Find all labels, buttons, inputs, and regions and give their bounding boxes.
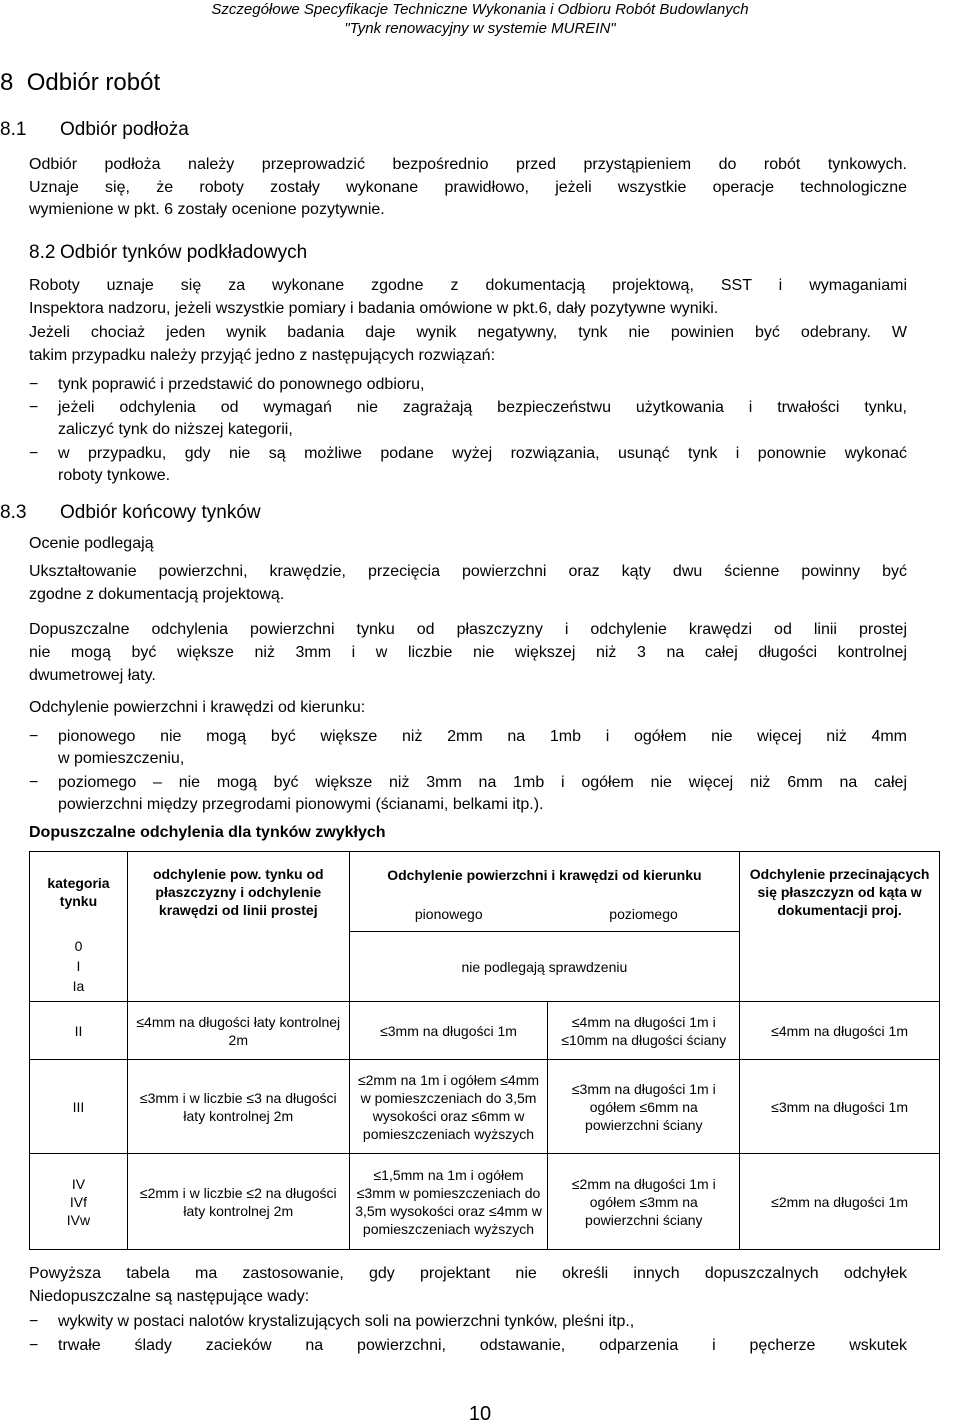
- dash-bullet: −: [29, 1313, 39, 1330]
- category-Ia: Ia: [72, 978, 85, 995]
- section-number: 8.3: [0, 502, 27, 523]
- section-8-2-heading: [29, 241, 307, 265]
- header-plane-deviation: odchylenie pow. tynku od płaszczyzny i odchylenie krawędzi od linii prostej: [127, 852, 349, 932]
- section-8-3-heading: [0, 501, 261, 525]
- category-0: 0: [74, 938, 83, 955]
- section-number: 8.2: [29, 242, 56, 263]
- row2-horizontal: ≤4mm na długości 1m i ≤10mm na długości ściany: [548, 1002, 740, 1060]
- section-8-heading: [0, 68, 160, 98]
- s81-para-line2: Uznaje się, że roboty zostały wykonane prawidłowo, jeżeli wszystkie operacje technologiczne: [29, 179, 907, 196]
- header-angle-deviation: Odchylenie przecinających się płaszczyzn od kąta w dokumentacji proj.: [740, 852, 940, 932]
- dash-bullet: −: [29, 1337, 39, 1354]
- after-para-1: Powyższa tabela ma zastosowanie, gdy projektant nie określi innych dopuszczalnych odchyłek: [29, 1265, 907, 1282]
- list-item-text: pionowego nie mogą być większe niż 2mm na 1mb i ogółem nie więcej niż 4mm: [58, 728, 907, 745]
- section-title: Odbiór podłoża: [60, 119, 189, 140]
- section-number: 8: [0, 69, 14, 96]
- header-vertical: pionowego: [349, 898, 548, 932]
- row3-horizontal: ≤3mm na długości 1m i ogółem ≤6mm na powierzchni ściany: [548, 1060, 740, 1154]
- after-para-2: Niedopuszczalne są następujące wady:: [29, 1288, 310, 1305]
- table-title: Dopuszczalne odchylenia dla tynków zwykłych: [29, 824, 386, 841]
- list-item-text: w przypadku, gdy nie są możliwe podane wyżej rozwiązania, usunąć tynk i ponownie wykonać: [58, 445, 907, 462]
- dash-bullet: −: [29, 774, 39, 791]
- list-item: [29, 772, 907, 817]
- header-direction-deviation: Odchylenie powierzchni i krawędzi od kierunku: [349, 852, 740, 898]
- row4-category: [30, 1154, 128, 1250]
- list-item: [29, 374, 907, 396]
- s83-para-3-line2: nie mogą być większe niż 3mm i w liczbie nie większej niż 3 na całej długości kontrolnej: [29, 644, 907, 661]
- list-item: [29, 1311, 907, 1333]
- s82-para-line2: Inspektora nadzoru, jeżeli wszystkie pomiary i badania omówione w pkt.6, dały pozytywne wyniki.: [29, 300, 719, 317]
- s82-para-line1: Roboty uznaje się za wykonane zgodne z dokumentacją projektową, SST i wymaganiami: [29, 277, 907, 294]
- row3-angle: ≤3mm na długości 1m: [740, 1060, 940, 1154]
- list-item-text: roboty tynkowe.: [58, 467, 171, 485]
- row2-vertical: ≤3mm na długości 1m: [349, 1002, 548, 1060]
- list-item-text: jeżeli odchylenia od wymagań nie zagrażają bezpieczeństwu użytkowania i trwałości tynku,: [58, 399, 907, 416]
- category-IV: IV: [71, 1175, 86, 1192]
- list-item-text: zaliczyć tynk do niższej kategorii,: [58, 421, 293, 439]
- header-line-1: Szczegółowe Specyfikacje Techniczne Wykonania i Odbioru Robót Budowlanych: [211, 1, 749, 18]
- list-item: [29, 726, 907, 771]
- s83-para-1: Ocenie podlegają: [29, 535, 154, 552]
- list-item-text: trwałe ślady zacieków na powierzchni, odstawanie, odparzenia i pęcherze wskutek: [58, 1337, 907, 1354]
- row4-horizontal: ≤2mm na długości 1m i ogółem ≤3mm na powierzchni ściany: [548, 1154, 740, 1250]
- section-title: Odbiór robót: [26, 69, 161, 96]
- s83-para-3-line3: dwumetrowej łaty.: [29, 667, 156, 684]
- header-line-2: "Tynk renowacyjny w systemie MUREIN": [344, 20, 616, 37]
- s83-para-3-line1: Dopuszczalne odchylenia powierzchni tynku od płaszczyzny i odchylenie krawędzi od linii prostej: [29, 621, 907, 638]
- list-item: [29, 397, 907, 442]
- list-item: [29, 1335, 907, 1357]
- dash-bullet: −: [29, 445, 39, 462]
- page-number: 10: [468, 1403, 492, 1425]
- list-item: [29, 443, 907, 488]
- list-item-text: wykwity w postaci nalotów krystalizujących soli na powierzchni tynków, pleśni itp.,: [58, 1313, 635, 1330]
- section-number: 8.1: [0, 119, 27, 140]
- row4-angle: ≤2mm na długości 1m: [740, 1154, 940, 1250]
- dash-bullet: −: [29, 376, 39, 393]
- row4-plane: ≤2mm i w liczbie ≤2 na długości łaty kontrolnej 2m: [127, 1154, 349, 1250]
- list-item-text: tynk poprawić i przedstawić do ponownego odbioru,: [58, 376, 425, 393]
- row3-plane: ≤3mm i w liczbie ≤3 na długości łaty kontrolnej 2m: [127, 1060, 349, 1154]
- list-item-text: w pomieszczeniu,: [58, 750, 185, 768]
- s82-para-line3: Jeżeli chociaż jeden wynik badania daje wynik negatywny, tynk nie powinien być odebrany. W: [29, 324, 907, 341]
- s82-para-line4: takim przypadku należy przyjąć jedno z następujących rozwiązań:: [29, 347, 496, 364]
- row2-plane: ≤4mm na długości łaty kontrolnej 2m: [127, 1002, 349, 1060]
- header-horizontal: poziomego: [548, 898, 740, 932]
- list-item-text: poziomego – nie mogą być większe niż 3mm na 1mb i ogółem nie więcej niż 6mm na całej: [58, 774, 907, 791]
- header-category: kategoria tynku: [30, 852, 128, 932]
- category-IVf: IVf: [69, 1193, 88, 1210]
- section-title: Odbiór końcowy tynków: [60, 502, 261, 523]
- row3-category: III: [30, 1060, 128, 1154]
- s81-para-line1: Odbiór podłoża należy przeprowadzić bezpośrednio przed przystąpieniem do robót tynkowych.: [29, 156, 907, 173]
- row2-angle: ≤4mm na długości 1m: [740, 1002, 940, 1060]
- s83-para-2-line1: Ukształtowanie powierzchni, krawędzie, przecięcia powierzchni oraz kąty dwu ścienne powinny być: [29, 563, 907, 580]
- row3-vertical: ≤2mm na 1m i ogółem ≤4mm w pomieszczeniach do 3,5m wysokości oraz ≤6mm w pomieszczeniach wyższych: [349, 1060, 548, 1154]
- dash-bullet: −: [29, 728, 39, 745]
- s83-para-4: Odchylenie powierzchni i krawędzi od kierunku:: [29, 699, 366, 716]
- deviations-table: [29, 851, 940, 1250]
- dash-bullet: −: [29, 399, 39, 416]
- section-title: Odbiór tynków podkładowych: [60, 242, 308, 263]
- s83-para-2-line2: zgodne z dokumentacją projektową.: [29, 586, 285, 603]
- list-item-text: powierzchni między przegrodami pionowymi (ścianami, belkami itp.).: [58, 796, 544, 814]
- section-8-1-heading: [0, 118, 189, 142]
- row1-category: [30, 932, 128, 1002]
- row4-vertical: ≤1,5mm na 1m i ogółem ≤3mm w pomieszczeniach do 3,5m wysokości oraz ≤4mm w pomieszczeniach wyższych: [349, 1154, 548, 1250]
- category-I: I: [76, 958, 81, 975]
- row2-category: II: [30, 1002, 128, 1060]
- s81-para-line3: wymienione w pkt. 6 zostały ocenione pozytywnie.: [29, 201, 385, 218]
- row1-note: nie podlegają sprawdzeniu: [349, 932, 740, 1002]
- page-header: [0, 0, 960, 38]
- category-IVw: IVw: [66, 1211, 91, 1228]
